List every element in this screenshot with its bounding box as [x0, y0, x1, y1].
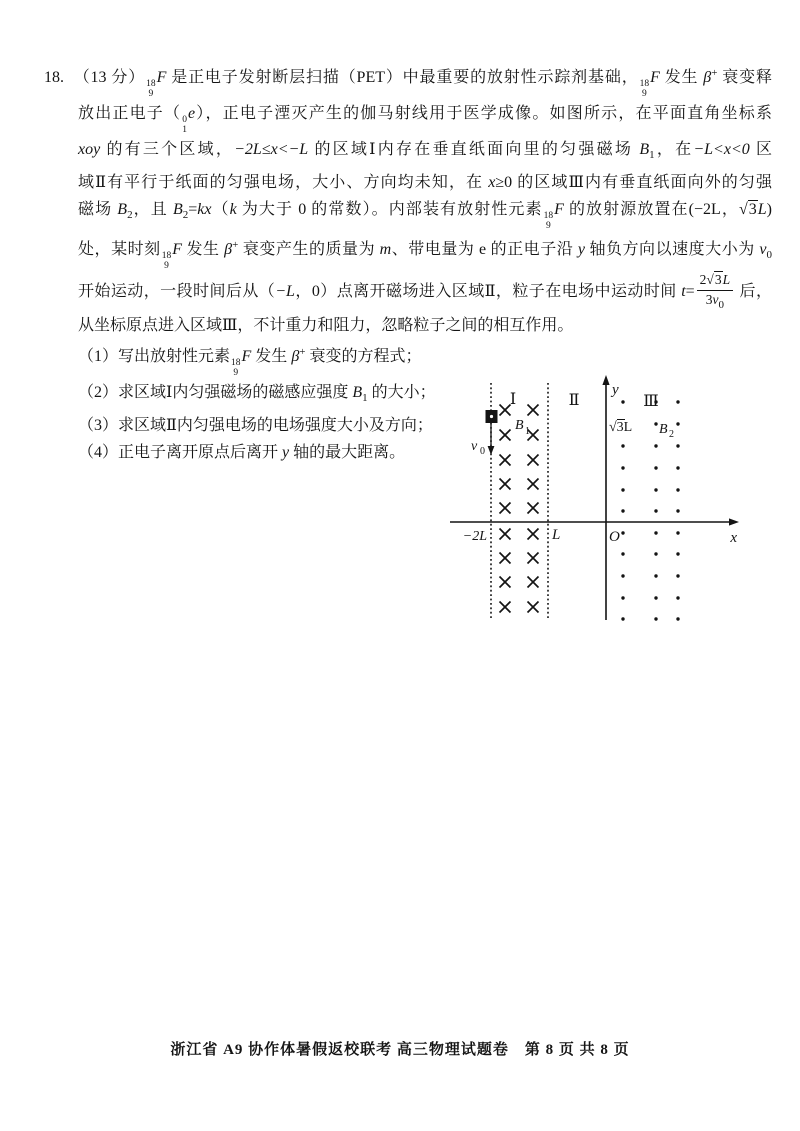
l-label: L: [552, 527, 561, 543]
text-segment: 发生: [181, 240, 225, 258]
text-segment: 从坐标原点进入区域Ⅲ，不计重力和阻力，忽略粒子之间的相互作用。: [78, 317, 574, 335]
paragraph-line: [78, 169, 772, 196]
text-segment: B: [117, 200, 128, 218]
text-segment: 1: [362, 392, 368, 405]
text-segment: F: [172, 240, 182, 258]
flux-out-of-page-dot: [654, 422, 657, 425]
text-segment: 2: [699, 271, 707, 287]
text-segment: y: [577, 240, 585, 258]
text-segment: 轴的最大距离。: [289, 444, 406, 462]
flux-out-of-page-dot: [621, 466, 624, 469]
flux-out-of-page-dot: [621, 552, 624, 555]
flux-out-of-page-dot: [654, 574, 657, 577]
sqrt3l-label: √3L: [609, 420, 633, 435]
text-segment: 3: [705, 291, 713, 307]
text-segment: 为大于 0 的常数）。内部装有放射性元素: [236, 200, 543, 218]
text-segment: y: [282, 444, 290, 462]
figure-svg: [438, 372, 754, 630]
v0-arrowhead: [488, 446, 495, 455]
text-segment: kx: [197, 200, 212, 218]
text-segment: 衰变的方程式；: [305, 348, 422, 366]
text-segment: 18. （13 分）: [44, 69, 146, 86]
text-segment: 18 9: [231, 358, 241, 379]
paragraph-line: [78, 272, 772, 313]
text-segment: 的大小；: [367, 384, 436, 402]
text-segment: （: [211, 200, 230, 218]
flux-out-of-page-dot: [676, 531, 679, 534]
flux-out-of-page-dot: [654, 444, 657, 447]
text-segment: ): [766, 200, 772, 218]
text-segment: ≥0 的区域Ⅲ内有垂直纸面向外的匀强: [495, 173, 772, 191]
text-segment: v: [759, 240, 767, 258]
b2-label: B: [659, 422, 668, 437]
neg2l-label: −2L: [462, 529, 487, 544]
flux-out-of-page-dot: [676, 617, 679, 620]
text-segment: 后，: [735, 282, 772, 300]
text-segment: 发生: [659, 69, 704, 86]
x-axis-label: x: [730, 530, 737, 546]
text-segment: 、带电量为 e 的正电子沿: [391, 240, 578, 258]
text-segment: xoy: [78, 140, 101, 158]
paragraph-line: [78, 232, 772, 272]
text-segment: 的区域Ⅰ内存在垂直纸面向里的匀强磁场: [308, 140, 640, 158]
flux-into-page-cross: [500, 553, 511, 564]
text-segment: （4）正电子离开原点后离开: [78, 444, 283, 462]
text-segment: =: [685, 282, 695, 300]
flux-into-page-cross: [500, 503, 511, 514]
flux-out-of-page-dot: [621, 400, 624, 403]
text-segment: 发生: [251, 348, 292, 366]
text-segment: +: [299, 346, 306, 359]
flux-out-of-page-dot: [654, 617, 657, 620]
text-segment: 处，某时刻: [78, 240, 161, 258]
text-segment: β: [291, 348, 300, 366]
text-segment: 的有三个区域，: [100, 140, 235, 158]
text-segment: 2: [127, 208, 133, 221]
text-segment: B: [172, 200, 183, 218]
region2-label: Ⅱ: [568, 392, 580, 409]
text-segment: B: [352, 384, 363, 402]
paragraph-line: [78, 312, 772, 339]
text-segment: 18 9: [543, 210, 554, 231]
text-segment: F: [241, 348, 252, 366]
text-segment: F: [156, 69, 167, 86]
flux-into-page-cross: [500, 577, 511, 588]
flux-out-of-page-dot: [621, 509, 624, 512]
paragraph-line: [78, 136, 772, 169]
text-segment: 区: [749, 140, 772, 158]
flux-out-of-page-dot: [621, 488, 624, 491]
text-segment: k: [229, 200, 237, 218]
text-segment: （2）求区域Ⅰ内匀强磁场的磁感应强度: [78, 384, 353, 402]
flux-out-of-page-dot: [621, 617, 624, 620]
text-segment: ，且: [132, 200, 173, 218]
y-axis-label: y: [612, 382, 619, 398]
text-segment: 衰变产生的质量为: [238, 240, 380, 258]
flux-into-page-cross: [528, 602, 539, 613]
flux-out-of-page-dot: [621, 444, 624, 447]
text-segment: 1: [649, 148, 655, 161]
text-segment: v: [712, 291, 719, 307]
flux-into-page-cross: [500, 430, 511, 441]
flux-into-page-cross: [500, 479, 511, 490]
page-footer: 浙江省 A9 协作体暑假返校联考 高三物理试题卷 第 8 页 共 8 页: [170, 1042, 630, 1058]
text-segment: −L<x<0: [693, 140, 750, 158]
flux-into-page-cross: [500, 602, 511, 613]
text-segment: 是正电子发射断层扫描（PET）中最重要的放射性示踪剂基础，: [166, 69, 639, 86]
text-segment: −L: [275, 282, 295, 300]
flux-into-page-cross: [528, 405, 539, 416]
b1-cross-field: [500, 405, 539, 613]
text-segment: √3: [706, 271, 722, 287]
flux-out-of-page-dot: [654, 552, 657, 555]
text-segment: ，0）点离开磁场进入区域Ⅱ，粒子在电场中运动时间: [294, 282, 682, 300]
flux-out-of-page-dot: [621, 531, 624, 534]
b1-subscript: 1: [525, 426, 530, 437]
flux-into-page-cross: [500, 529, 511, 540]
text-segment: +: [232, 238, 239, 251]
text-segment: 磁场: [78, 200, 118, 218]
text-segment: 0 1: [182, 114, 187, 135]
flux-out-of-page-dot: [676, 509, 679, 512]
flux-out-of-page-dot: [654, 531, 657, 534]
flux-out-of-page-dot: [676, 444, 679, 447]
text-segment: e: [187, 104, 196, 122]
flux-out-of-page-dot: [676, 574, 679, 577]
flux-into-page-cross: [528, 479, 539, 490]
paragraph-line: [44, 60, 772, 100]
flux-into-page-cross: [528, 553, 539, 564]
flux-into-page-cross: [528, 455, 539, 466]
region3-label: Ⅲ: [643, 393, 659, 410]
text-segment: 2: [182, 208, 189, 221]
text-segment: 0: [718, 298, 725, 311]
text-segment: 域Ⅱ有平行于纸面的匀强电场，大小、方向均未知，在: [78, 173, 489, 191]
text-segment: m: [379, 240, 392, 258]
text-segment: 放出正电子（: [78, 104, 182, 122]
flux-out-of-page-dot: [676, 552, 679, 555]
text-segment: 的放射源放置在(−2L，: [563, 200, 739, 218]
b2-subscript: 2: [669, 429, 674, 440]
x-axis-arrow: [729, 518, 739, 525]
text-segment: 18 9: [639, 79, 650, 99]
text-segment: 开始运动，一段时间后从（: [78, 282, 276, 300]
flux-out-of-page-dot: [621, 596, 624, 599]
v0-label: v: [471, 439, 478, 454]
flux-into-page-cross: [528, 529, 539, 540]
text-segment: 衰变释: [717, 69, 772, 86]
flux-out-of-page-dot: [654, 596, 657, 599]
text-segment: 18 9: [146, 79, 156, 99]
flux-out-of-page-dot: [676, 488, 679, 491]
text-segment: −2L≤x<−L: [234, 140, 309, 158]
region1-label: Ⅰ: [509, 391, 517, 408]
text-segment: √3: [738, 200, 757, 218]
y-axis-arrow: [602, 375, 609, 385]
text-segment: （3）求区域Ⅱ内匀强电场的电场强度大小及方向；: [78, 417, 433, 435]
text-segment: ，在: [654, 140, 694, 158]
flux-out-of-page-dot: [676, 400, 679, 403]
text-segment: β: [703, 69, 712, 86]
flux-into-page-cross: [500, 455, 511, 466]
text-segment: F: [650, 69, 660, 86]
text-segment: x: [488, 173, 496, 191]
flux-out-of-page-dot: [654, 466, 657, 469]
text-segment: t: [681, 282, 686, 300]
flux-out-of-page-dot: [676, 422, 679, 425]
text-segment: L: [757, 200, 767, 218]
text-segment: F: [554, 200, 564, 218]
text-segment: 轴负方向以速度大小为: [584, 240, 760, 258]
text-segment: （1）写出放射性元素: [78, 348, 231, 366]
flux-out-of-page-dot: [654, 509, 657, 512]
flux-out-of-page-dot: [621, 574, 624, 577]
paragraph-line: [78, 100, 772, 136]
text-segment: =: [188, 200, 198, 218]
flux-out-of-page-dot: [676, 466, 679, 469]
text-segment: L: [722, 271, 731, 287]
text-segment: β: [224, 240, 233, 258]
text-segment: 18 9: [161, 250, 172, 271]
text-segment: ），正电子湮灭产生的伽马射线用于医学成像。如图所示，在平面直角坐标系: [195, 104, 772, 122]
text-segment: +: [711, 67, 718, 79]
flux-into-page-cross: [528, 503, 539, 514]
origin-label: O: [609, 529, 620, 545]
source-dot: [490, 415, 493, 418]
text-segment: [697, 272, 733, 313]
flux-into-page-cross: [528, 577, 539, 588]
paragraph-line: [78, 196, 772, 232]
b1-label: B: [515, 418, 524, 433]
v0-subscript: 0: [480, 446, 485, 457]
physics-figure: [438, 372, 754, 635]
text-segment: 0: [766, 248, 772, 261]
flux-out-of-page-dot: [654, 488, 657, 491]
text-segment: B: [639, 140, 650, 158]
flux-out-of-page-dot: [676, 596, 679, 599]
